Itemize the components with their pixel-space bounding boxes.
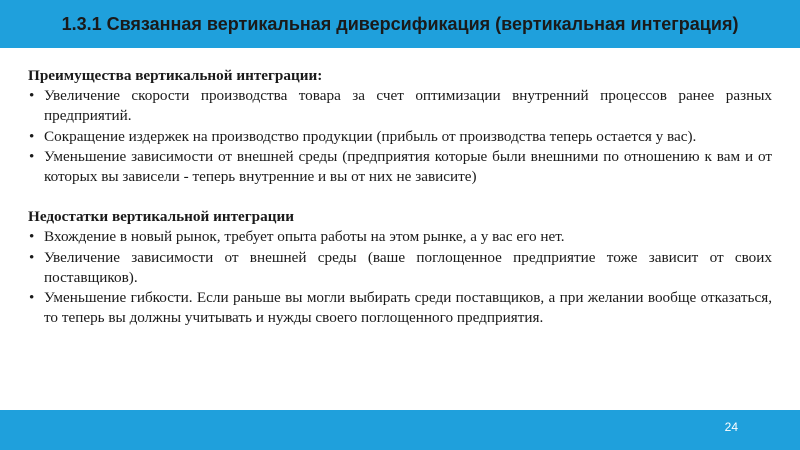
bullet-icon: • (29, 147, 35, 165)
list-item-text: Сокращение издержек на производство продукции (прибыль от производства теперь остается у вас). (44, 127, 697, 145)
bullet-icon: • (29, 289, 35, 307)
list-item-text: Увеличение зависимости от внешней среды (ваше поглощенное предприятие тоже зависит от своих поставщиков). (44, 248, 772, 286)
list-item-text: Увеличение скорости производства товара за счет оптимизации внутренний процессов ранее разных предприятий. (44, 87, 772, 125)
slide-title: 1.3.1 Связанная вертикальная диверсификация (вертикальная интеграция) (61, 14, 739, 34)
slide-content (28, 66, 772, 328)
list-item (28, 227, 772, 247)
footer-bar (0, 410, 800, 450)
list-item (28, 147, 772, 187)
bullet-icon: • (29, 248, 35, 266)
bullet-icon: • (29, 87, 35, 105)
disadvantages-heading: Недостатки вертикальной интеграции (28, 208, 294, 226)
list-item (28, 248, 772, 288)
list-item (28, 127, 772, 147)
list-item (28, 288, 772, 328)
slide-number: 24 (724, 420, 738, 434)
list-item (28, 86, 772, 126)
list-item-text: Уменьшение гибкости. Если раньше вы могли выбирать среди поставщиков, а при желании вообще отказаться, то теперь вы должны учитывать и нужды своего поглощенного предприятия. (44, 289, 772, 327)
advantages-heading: Преимущества вертикальной интеграции: (28, 67, 323, 84)
list-item-text: Вхождение в новый рынок, требует опыта работы на этом рынке, а у вас его нет. (44, 228, 565, 246)
disadvantages-list (28, 227, 772, 328)
bullet-icon: • (29, 228, 35, 246)
bullet-icon: • (29, 127, 35, 145)
list-item-text: Уменьшение зависимости от внешней среды (предприятия которые были внешними по отношению к вам и от которых вы зависели - теперь внутренние и вы от них не зависите) (44, 147, 772, 186)
section-spacer (28, 187, 772, 207)
advantages-list (28, 86, 772, 187)
